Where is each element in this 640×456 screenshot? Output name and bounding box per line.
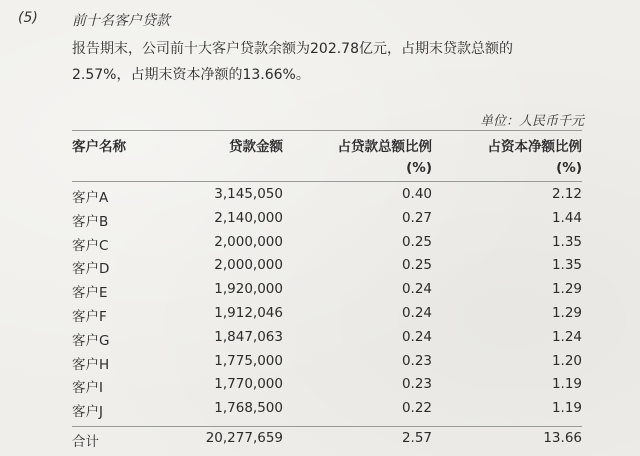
row-customer-name: 客户D: [72, 261, 110, 278]
row-customer-name: 客户F: [72, 309, 107, 325]
row-customer-name: 客户G: [72, 332, 110, 349]
row-capital-ratio: 1.29: [551, 281, 582, 298]
table-row: [0, 376, 640, 400]
table-row: [0, 257, 640, 281]
row-loan-amount: 1,920,000: [214, 281, 283, 298]
row-loan-ratio: 0.23: [401, 352, 432, 369]
row-loan-ratio: 0.24: [401, 328, 432, 345]
total-loan-ratio: 2.57: [401, 430, 432, 446]
summary-line-2: 2.57%，占期末资本净额的13.66%。: [72, 67, 310, 83]
row-loan-ratio: 0.24: [401, 281, 432, 298]
table-top-rule: [72, 130, 582, 131]
row-capital-ratio: 1.35: [551, 233, 582, 250]
section-number: (5): [18, 10, 38, 26]
table-row: [0, 400, 640, 424]
row-customer-name: 客户A: [72, 190, 109, 206]
row-capital-ratio: 1.24: [551, 328, 582, 345]
row-capital-ratio: 1.19: [551, 376, 582, 393]
row-loan-ratio: 0.27: [401, 209, 432, 226]
table-row: [0, 234, 640, 258]
header-customer-name: 客户名称: [72, 139, 126, 155]
unit-label: 单位：人民币千元: [479, 114, 584, 129]
section-title: 前十名客户贷款: [72, 13, 170, 29]
row-loan-amount: 2,140,000: [214, 209, 283, 226]
total-amount: 20,277,659: [205, 430, 283, 446]
summary-paragraph: [72, 36, 592, 88]
row-customer-name: 客户B: [72, 213, 109, 230]
row-customer-name: 客户C: [72, 237, 109, 254]
row-loan-ratio: 0.23: [401, 376, 432, 393]
row-loan-amount: 1,912,046: [214, 305, 283, 321]
row-loan-amount: 1,775,000: [214, 352, 283, 369]
row-capital-ratio: 1.20: [551, 352, 582, 369]
header-loan-ratio: 占贷款总额比例: [337, 139, 432, 155]
header-loan-ratio-unit: (%): [406, 160, 432, 176]
table-row: [0, 210, 640, 234]
row-loan-ratio: 0.22: [401, 400, 432, 417]
table-row: [0, 353, 640, 377]
row-loan-ratio: 0.25: [401, 257, 432, 274]
row-capital-ratio: 1.19: [551, 400, 582, 417]
row-loan-amount: 2,000,000: [214, 233, 283, 250]
header-rule: [72, 181, 582, 182]
row-loan-amount: 1,768,500: [214, 400, 283, 417]
row-loan-ratio: 0.24: [401, 305, 432, 321]
row-loan-ratio: 0.40: [401, 186, 432, 202]
total-rule: [72, 426, 582, 427]
header-capital-ratio-unit: (%): [556, 160, 582, 176]
row-customer-name: 客户E: [72, 285, 108, 302]
row-customer-name: 客户H: [72, 356, 110, 373]
table-row: [0, 186, 640, 210]
total-label: 合计: [72, 434, 99, 450]
table-row: [0, 281, 640, 305]
row-customer-name: 客户I: [72, 380, 103, 397]
row-loan-amount: 3,145,050: [214, 186, 283, 202]
row-capital-ratio: 2.12: [551, 186, 582, 202]
row-loan-amount: 2,000,000: [214, 257, 283, 274]
total-capital-ratio: 13.66: [543, 430, 582, 446]
row-loan-ratio: 0.25: [401, 233, 432, 250]
table-row: [0, 329, 640, 353]
summary-line-1: 报告期末，公司前十大客户贷款余额为202.78亿元，占期末贷款总额的: [72, 41, 513, 57]
table-row: [0, 305, 640, 329]
header-loan-amount: 贷款金额: [229, 139, 283, 155]
row-capital-ratio: 1.44: [551, 209, 582, 226]
row-loan-amount: 1,847,063: [214, 328, 283, 345]
row-capital-ratio: 1.29: [551, 305, 582, 321]
header-capital-ratio: 占资本净额比例: [487, 139, 582, 155]
row-loan-amount: 1,770,000: [214, 376, 283, 393]
row-capital-ratio: 1.35: [551, 257, 582, 274]
row-customer-name: 客户J: [72, 404, 103, 421]
